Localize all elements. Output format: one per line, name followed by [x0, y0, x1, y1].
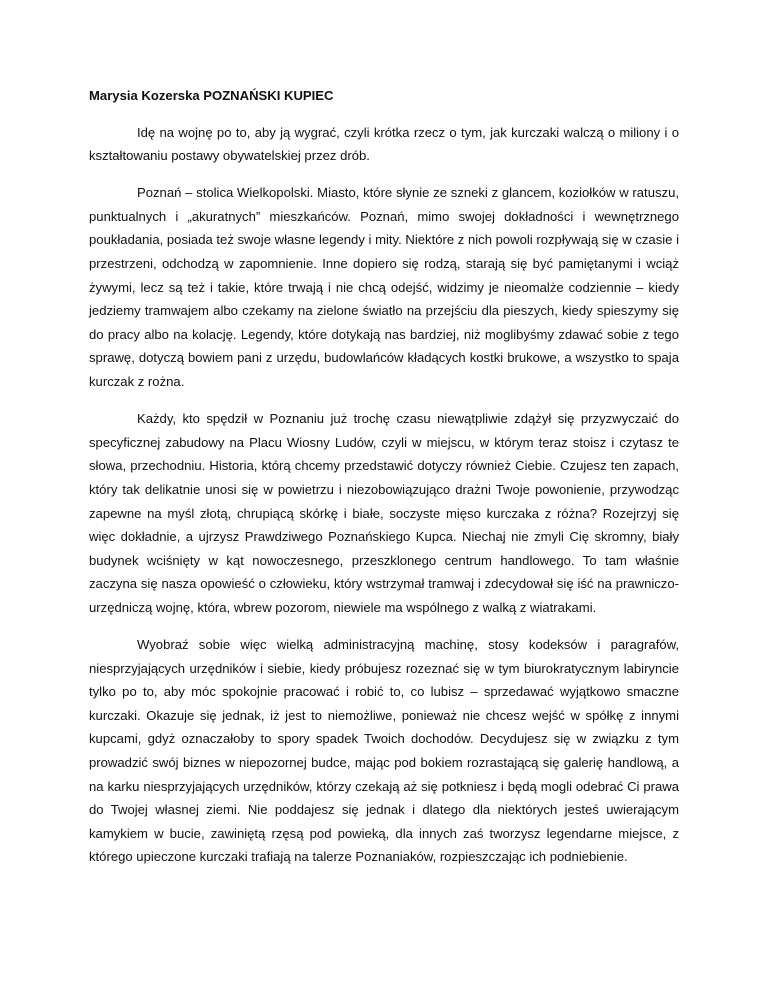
document-title: Marysia Kozerska POZNAŃSKI KUPIEC: [89, 88, 334, 103]
paragraph-intro: Idę na wojnę po to, aby ją wygrać, czyli krótka rzecz o tym, jak kurczaki walczą o miliony i o kształtowaniu postawy obywatelskiej przez drób.: [89, 124, 679, 164]
paragraph-bureaucracy: Wyobraź sobie więc wielką administracyjną machinę, stosy kodeksów i paragrafów, niesprzyjających urzędników i siebie, kiedy próbujesz rozeznać się w tym biurokratycznym labiryncie tylko po to, aby móc spokojnie pracować i robić to, co lubisz – sprzedawać wyjątkowo smaczne kurczaki. Okazuje się jednak, iż jest to niemożliwe, ponieważ nie chcesz wejść w spółkę z innymi kupcami, gdyż oznaczałoby to spory spadek Twoich dochodów. Decydujesz się w związku z tym prowadzić swój biznes w niepozornej budce, mając pod bokiem rozrastającą się galerię handlową, a na karku niesprzyjających urzędników, którzy czekają aż się potkniesz i będą mogli odebrać Ci prawa do Twojej własnej ziemi. Nie poddajesz się jednak i dlatego dla niektórych jesteś uwierającym kamykiem w bucie, zawiniętą rzęsą pod powieką, dla innych zaś tworzysz legendarne miejsce, z którego upieczone kurczaki trafiają na talerze Poznaniaków, rozpieszczając ich podniebienie.: [89, 636, 679, 865]
paragraph-square: Każdy, kto spędził w Poznaniu już trochę czasu niewątpliwie zdążył się przyzwyczaić do specyficznej zabudowy na Placu Wiosny Ludów, czyli w miejscu, w którym teraz stoisz i czytasz te słowa, przechodniu. Historia, którą chcemy przedstawić dotyczy również Ciebie. Czujesz ten zapach, który tak delikatnie unosi się w powietrzu i niezobowiązująco drażni Twoje powonienie, przywodząc zapewne na myśl złotą, chrupiącą skórkę i białe, soczyste mięso kurczaka z różna? Rozejrzyj się więc dokładnie, a ujrzysz Prawdziwego Poznańskiego Kupca. Niechaj nie zmyli Cię skromny, biały budynek wciśnięty w kąt nowoczesnego, przeszklonego centrum handlowego. To tam właśnie zaczyna się nasza opowieść o człowieku, który wstrzymał tramwaj i zdecydował się iść na prawniczo-urzędniczą wojnę, która, wbrew pozorom, niewiele ma wspólnego z walką z wiatrakami.: [89, 411, 679, 615]
document-page: [89, 84, 679, 882]
paragraph-poznan: Poznań – stolica Wielkopolski. Miasto, które słynie ze szneki z glancem, koziołków w ratuszu, punktualnych i „akuratnych” mieszkańców. Poznań, mimo swojej dokładności i wewnętrznego poukładania, posiada też swoje własne legendy i mity. Niektóre z nich powoli rozpływają się w czasie i przestrzeni, odchodzą w zapomnienie. Inne dopiero się rodzą, starają się być pamiętanymi i wciąż żywymi, lecz są też i takie, które trwają i nie chcą odejść, widzimy je nieomalże codziennie – kiedy jedziemy tramwajem albo czekamy na zielone światło na przejściu dla pieszych, kiedy spieszymy się do pracy albo na kolację. Legendy, które dotykają nas bardziej, niż moglibyśmy zdawać sobie z tego sprawę, dotyczą bowiem pani z urzędu, budowlańców kładących kostki brukowe, a wszystko to spaja kurczak z rożna.: [89, 185, 679, 390]
